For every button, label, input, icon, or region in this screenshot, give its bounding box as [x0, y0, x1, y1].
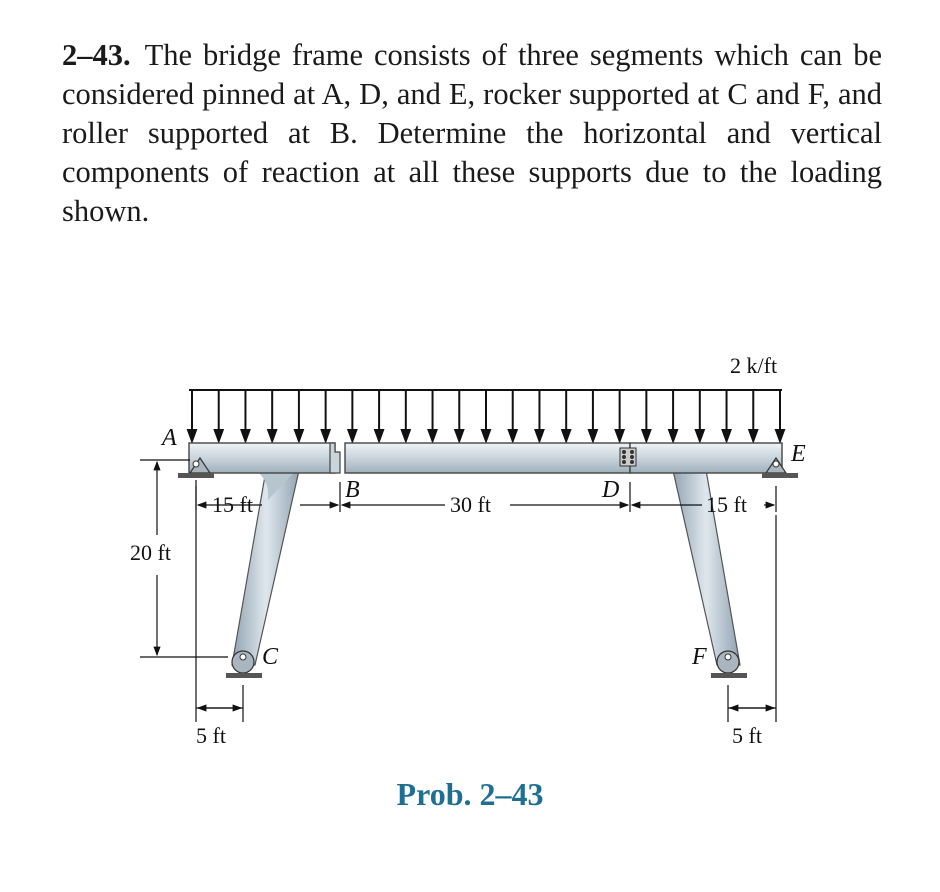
label-E: E [791, 441, 806, 467]
dim-middle-span: 30 ft [450, 492, 491, 517]
load-arrow-head [696, 430, 704, 441]
label-B: B [345, 477, 360, 503]
label-F: F [692, 644, 707, 670]
deck-segment-AB [189, 443, 335, 473]
load-arrow-head [616, 430, 624, 441]
load-arrow-head [268, 430, 276, 441]
load-arrow-head [535, 430, 543, 441]
deck-segment-DE [630, 443, 782, 473]
right-offset-dimension [728, 515, 776, 722]
pin-D-bolts [620, 448, 636, 466]
load-arrow-head [669, 430, 677, 441]
load-arrow-head [642, 430, 650, 441]
load-arrow-head [402, 430, 410, 441]
load-arrow-head [509, 430, 517, 441]
load-arrow-head [429, 430, 437, 441]
load-arrow-head [455, 430, 463, 441]
load-arrow-head [589, 430, 597, 441]
load-arrow-head [749, 430, 757, 441]
load-arrow-head [215, 430, 223, 441]
load-arrow-head [375, 430, 383, 441]
figure-caption: Prob. 2–43 [396, 776, 544, 812]
dim-height: 20 ft [130, 540, 171, 565]
load-arrow-head [723, 430, 731, 441]
load-arrow-head [322, 430, 330, 441]
problem-text: The bridge frame consists of three segments which can be considered pinned at A, D, and E, rocker supported at C and F, and roller supported at B. Determine the horizontal and vertical components of reaction at all these supports due to the loading shown. [62, 38, 882, 228]
load-arrow-head [482, 430, 490, 441]
problem-number: 2–43. [62, 38, 131, 72]
load-arrow-head [776, 430, 784, 441]
deck-segment-BD [345, 443, 630, 473]
load-arrow-head [241, 430, 249, 441]
label-D: D [602, 477, 620, 503]
load-label: 2 k/ft [730, 353, 778, 378]
label-A: A [162, 425, 177, 451]
deck [189, 443, 782, 473]
load-arrow-head [188, 430, 196, 441]
load-arrow-head [348, 430, 356, 441]
dim-left-span: 15 ft [212, 492, 253, 517]
dim-left-offset: 5 ft [196, 723, 226, 748]
load-arrow-head [295, 430, 303, 441]
label-C: C [262, 644, 279, 670]
distributed-load [188, 390, 784, 441]
dim-right-offset: 5 ft [732, 723, 762, 748]
load-arrow-head [562, 430, 570, 441]
dim-right-span: 15 ft [706, 492, 747, 517]
